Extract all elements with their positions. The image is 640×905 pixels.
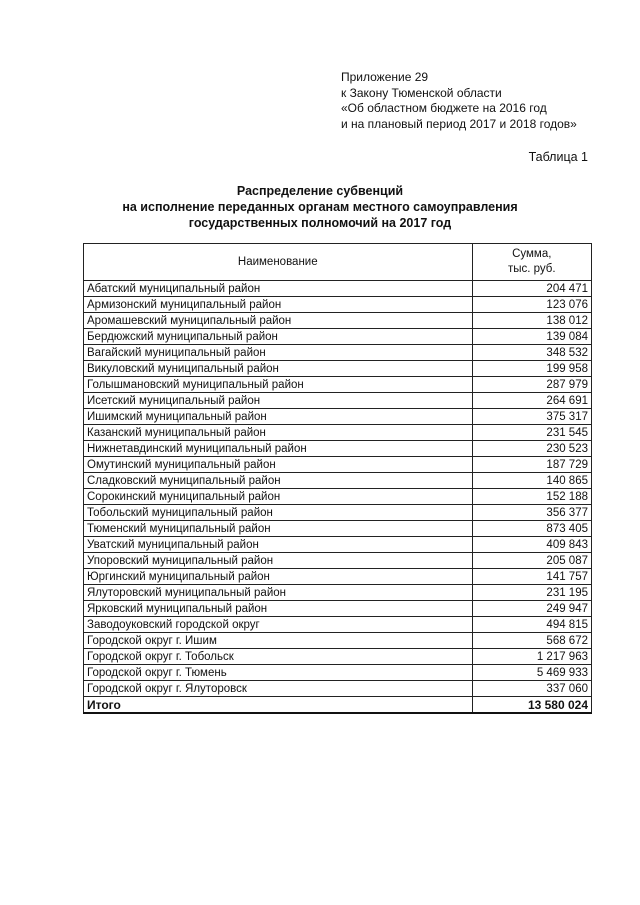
row-name: Ялуторовский муниципальный район [84,585,473,601]
row-name: Городской округ г. Тюмень [84,665,473,681]
row-value: 873 405 [472,521,591,537]
table-row [84,633,592,649]
row-name: Уватский муниципальный район [84,537,473,553]
table-row [84,569,592,585]
row-value: 568 672 [472,633,591,649]
row-name: Абатский муниципальный район [84,281,473,297]
appendix-block [341,70,577,132]
row-name: Ишимский муниципальный район [84,409,473,425]
table-row [84,361,592,377]
row-name: Армизонский муниципальный район [84,297,473,313]
row-name: Казанский муниципальный район [84,425,473,441]
table-body [84,281,592,697]
table-row [84,457,592,473]
appendix-line: «Об областном бюджете на 2016 год [341,101,547,115]
row-value: 264 691 [472,393,591,409]
table-row [84,281,592,297]
row-value: 409 843 [472,537,591,553]
row-name: Городской округ г. Ишим [84,633,473,649]
row-value: 5 469 933 [472,665,591,681]
row-value: 1 217 963 [472,649,591,665]
table-row [84,617,592,633]
row-name: Бердюжский муниципальный район [84,329,473,345]
row-name: Юргинский муниципальный район [84,569,473,585]
row-name: Вагайский муниципальный район [84,345,473,361]
total-label: Итого [84,697,473,714]
row-value: 348 532 [472,345,591,361]
title-line: Распределение субвенций [236,184,404,198]
table-row [84,649,592,665]
total-value: 13 580 024 [472,697,591,714]
row-value: 287 979 [472,377,591,393]
row-name: Голышмановский муниципальный район [84,377,473,393]
row-name: Омутинский муниципальный район [84,457,473,473]
document-title [0,183,640,231]
column-header-sum-line2: тыс. руб. [507,263,556,275]
title-line: государственных полномочий на 2017 год [188,216,452,230]
table-row [84,329,592,345]
table-row [84,601,592,617]
row-value: 204 471 [472,281,591,297]
row-value: 231 545 [472,425,591,441]
row-value: 152 188 [472,489,591,505]
appendix-line: к Закону Тюменской области [341,85,502,100]
row-name: Викуловский муниципальный район [84,361,473,377]
column-header-sum-line1: Сумма, [512,248,552,260]
table-row [84,681,592,697]
row-value: 356 377 [472,505,591,521]
table-row [84,585,592,601]
row-name: Заводоуковский городской округ [84,617,473,633]
appendix-line: и на плановый период 2017 и 2018 годов» [341,116,577,131]
table-row [84,377,592,393]
table-row [84,441,592,457]
table-row [84,489,592,505]
row-value: 140 865 [472,473,591,489]
row-value: 139 084 [472,329,591,345]
subsidy-table [83,243,592,714]
row-value: 138 012 [472,313,591,329]
row-name: Аромашевский муниципальный район [84,313,473,329]
table-row [84,409,592,425]
table-row [84,393,592,409]
row-value: 230 523 [472,441,591,457]
row-name: Сорокинский муниципальный район [84,489,473,505]
row-name: Сладковский муниципальный район [84,473,473,489]
row-name: Нижнетавдинский муниципальный район [84,441,473,457]
column-header-name: Наименование [84,244,473,281]
row-name: Городской округ г. Тобольск [84,649,473,665]
row-name: Тюменский муниципальный район [84,521,473,537]
table-row [84,521,592,537]
row-value: 205 087 [472,553,591,569]
table-row [84,473,592,489]
table-row [84,297,592,313]
row-value: 249 947 [472,601,591,617]
table-row [84,345,592,361]
table-header-row [84,244,592,281]
row-value: 123 076 [472,297,591,313]
row-value: 231 195 [472,585,591,601]
row-value: 141 757 [472,569,591,585]
row-value: 199 958 [472,361,591,377]
column-header-sum [472,244,591,281]
row-value: 187 729 [472,457,591,473]
table-row [84,425,592,441]
row-name: Ярковский муниципальный район [84,601,473,617]
row-name: Исетский муниципальный район [84,393,473,409]
table-row [84,553,592,569]
table-row [84,665,592,681]
row-name: Упоровский муниципальный район [84,553,473,569]
table-row [84,313,592,329]
table-number-label: Таблица 1 [528,150,588,164]
row-value: 337 060 [472,681,591,697]
row-name: Тобольский муниципальный район [84,505,473,521]
total-row [84,697,592,714]
title-line: на исполнение переданных органам местного самоуправления [122,200,518,214]
row-value: 375 317 [472,409,591,425]
appendix-line: Приложение 29 [341,70,429,84]
row-name: Городской округ г. Ялуторовск [84,681,473,697]
table-row [84,505,592,521]
row-value: 494 815 [472,617,591,633]
table-row [84,537,592,553]
